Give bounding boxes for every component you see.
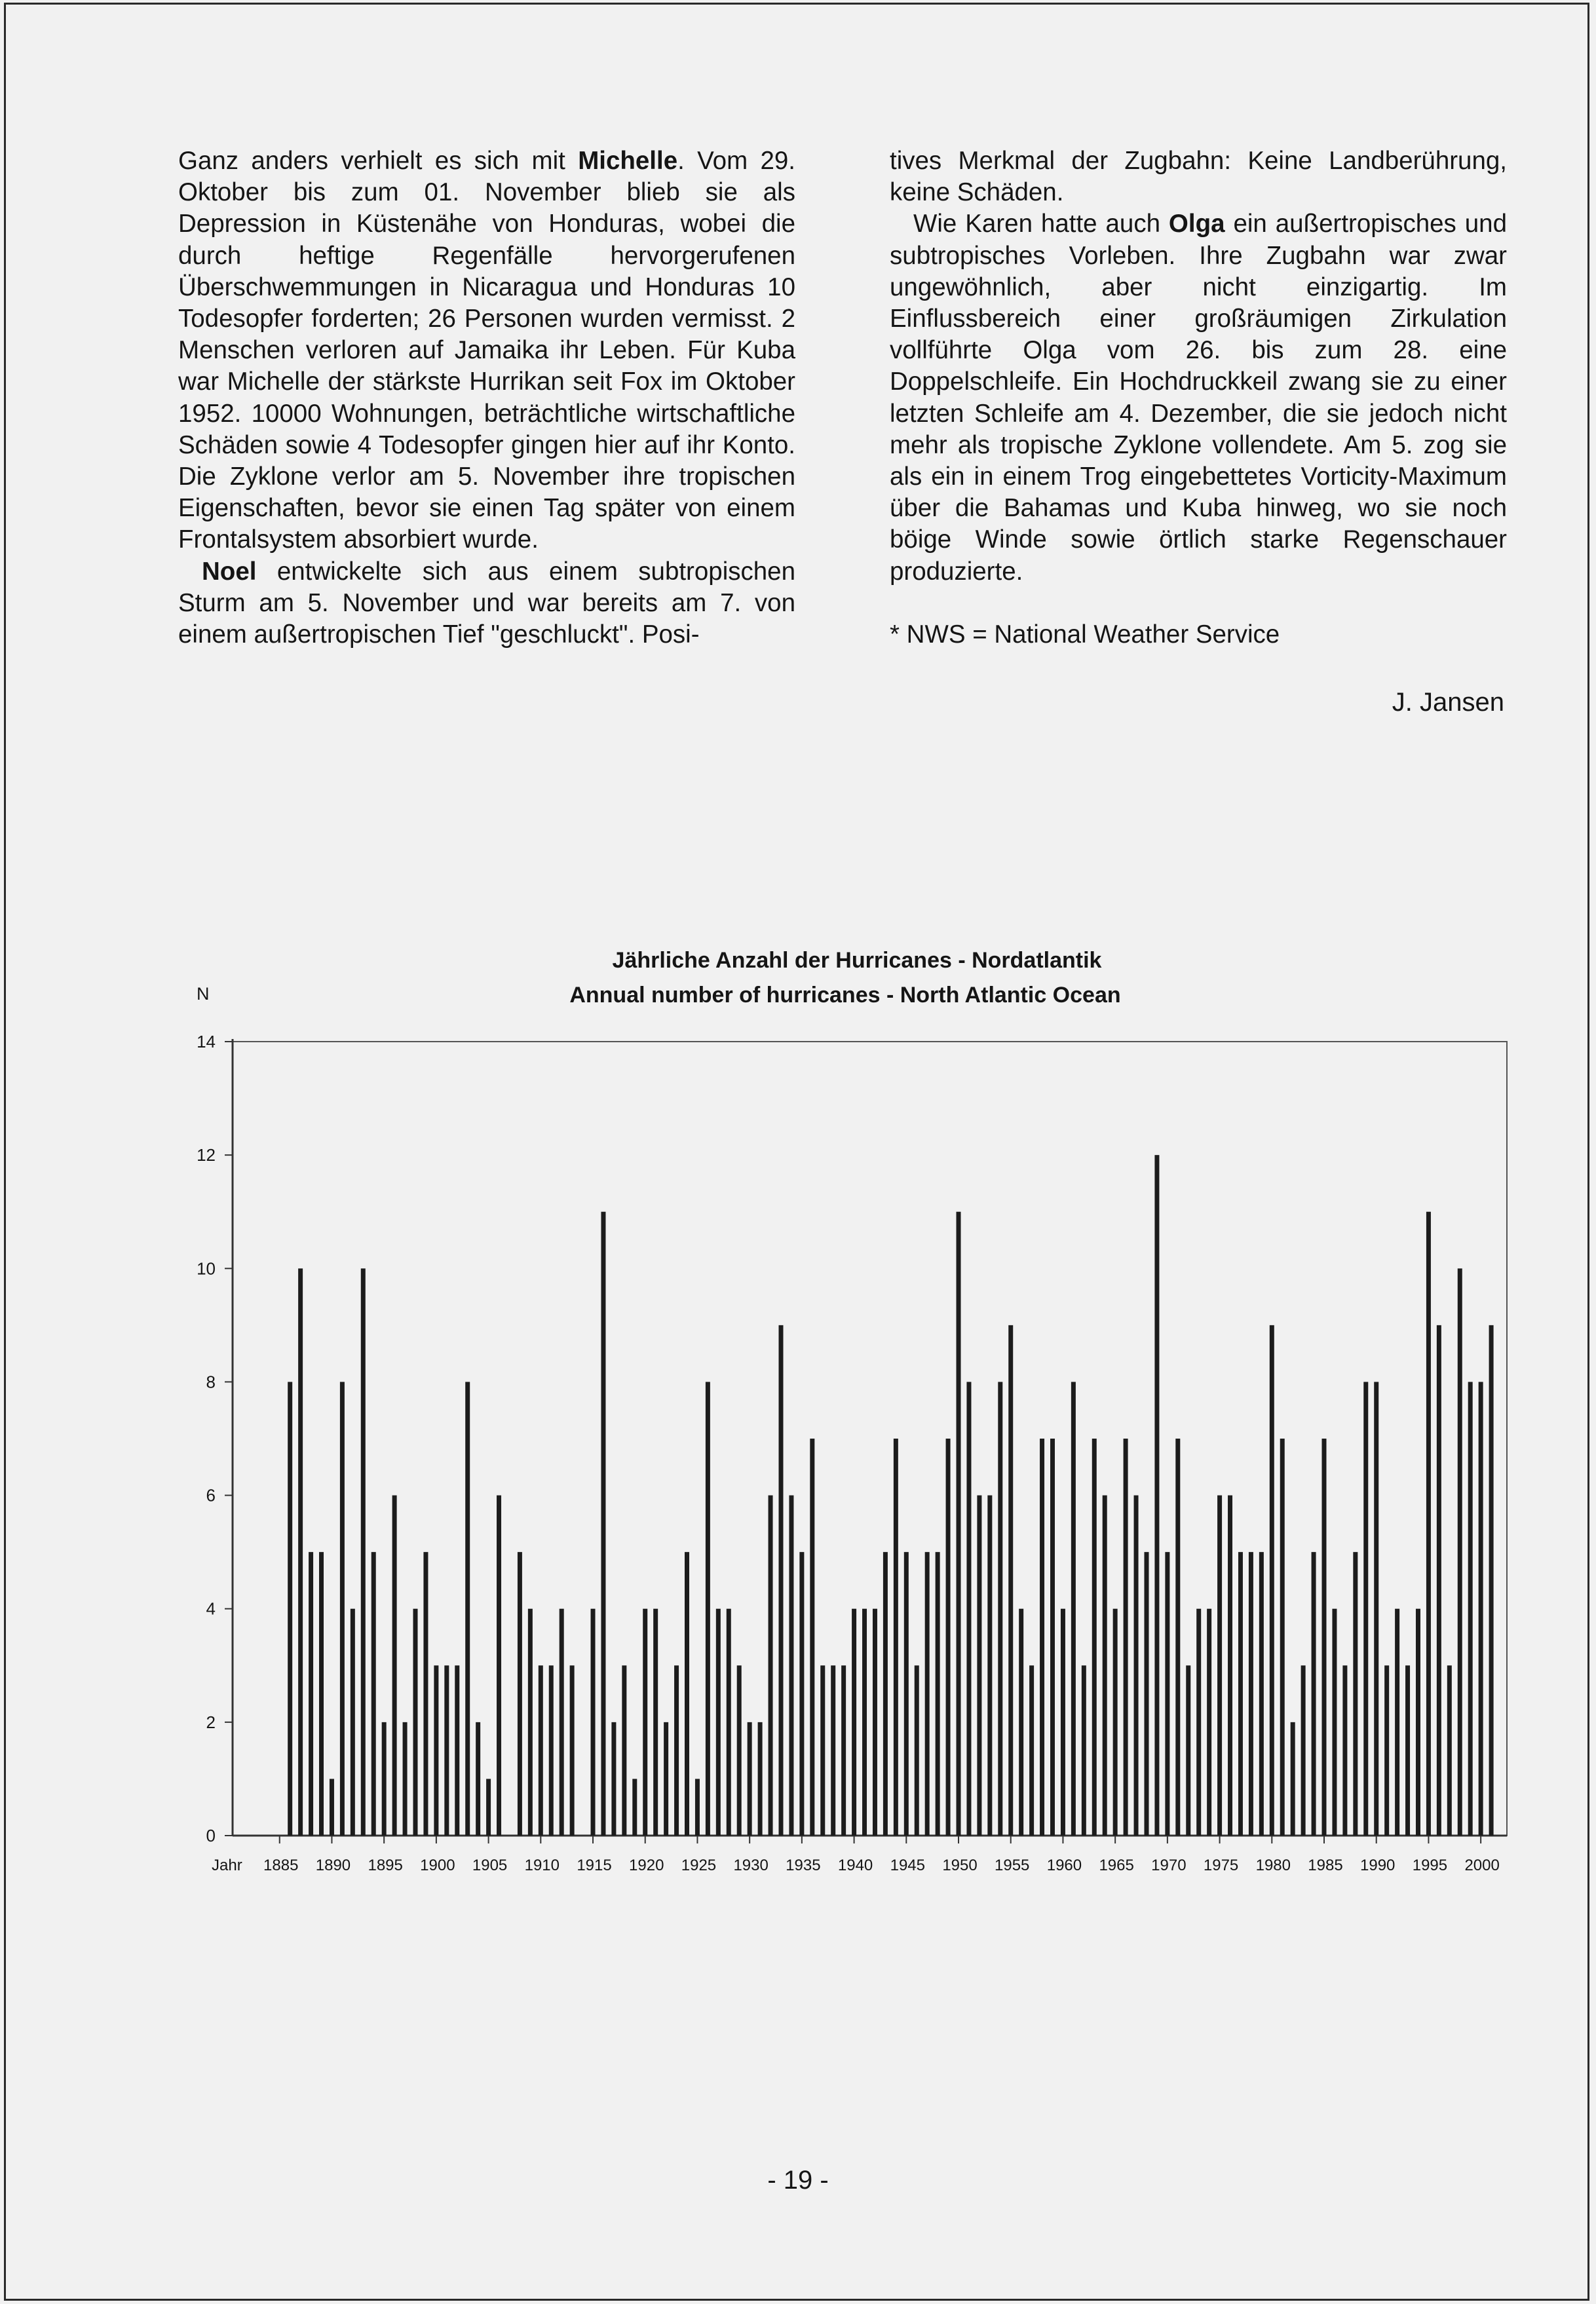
x-tick-label: 1930 xyxy=(733,1857,769,1874)
x-tick-label: 1975 xyxy=(1203,1857,1239,1874)
chart-title: Jährliche Anzahl der Hurricanes - Nordatlantik xyxy=(612,948,1102,973)
author-name: J. Jansen xyxy=(1392,688,1504,717)
x-tick-label: 1900 xyxy=(420,1857,455,1874)
y-axis-label: N xyxy=(197,984,210,1004)
x-tick-label: 1890 xyxy=(315,1857,351,1874)
x-tick-label: 1980 xyxy=(1255,1857,1291,1874)
x-tick-label: 1960 xyxy=(1046,1857,1082,1874)
paragraph-olga: Wie Karen hatte auch Olga ein außertropisches und subtropisches Vorleben. Ihre Zugbahn war zwar ungewöhnlich, aber nicht einzigartig. Im Einflussbereich einer großräumigen Zirkulation vollführte Olga vom 26. bis zum 28. eine Doppelschleife. Ein Hochdruckkeil zwang sie zu einer letzten Schleife am 4. Dezember, die sie jedoch nicht mehr als tropische Zyklone vollendete. Am 5. zog sie als ein in einem Trog eingebettetes Vorticity-Maximum über die Bahamas und Kuba hinweg, wo sie noch böige Winde sowie örtlich starke Regenschauer produzierte. xyxy=(890,210,1507,586)
chart-subtitle: Annual number of hurricanes - North Atlantic Ocean xyxy=(569,983,1121,1008)
x-tick-label: 1940 xyxy=(837,1857,873,1874)
y-tick-label: 8 xyxy=(206,1372,216,1392)
x-tick-label: 1945 xyxy=(890,1857,925,1874)
x-tick-label: 1925 xyxy=(681,1857,717,1874)
x-tick-label: 1970 xyxy=(1151,1857,1187,1874)
y-tick-label: 12 xyxy=(197,1145,216,1165)
paragraph-noel: Noel entwickelte sich aus einem subtropischen Sturm am 5. November und war bereits am 7. von einem außertropischen Tief "geschluckt". Posi- xyxy=(178,557,795,649)
storm-name-michelle: Michelle xyxy=(578,147,678,175)
y-tick-label: 14 xyxy=(197,1032,216,1051)
text-column-left xyxy=(178,145,795,651)
y-tick-label: 2 xyxy=(206,1712,216,1732)
y-tick-label: 10 xyxy=(197,1258,216,1279)
y-tick-label: 4 xyxy=(206,1598,216,1619)
x-tick-label: 1885 xyxy=(263,1857,299,1874)
storm-name-noel: Noel xyxy=(202,557,257,586)
x-tick-label: 1935 xyxy=(786,1857,821,1874)
page-number: - 19 - xyxy=(767,2166,829,2195)
x-tick-label: 1950 xyxy=(942,1857,978,1874)
y-tick-label: 6 xyxy=(206,1485,216,1505)
x-tick-label: 1955 xyxy=(995,1857,1030,1874)
y-tick-label: 0 xyxy=(206,1826,216,1845)
text-column-right xyxy=(890,145,1507,651)
x-tick-label: 1965 xyxy=(1099,1857,1134,1874)
x-tick-label: 1910 xyxy=(524,1857,560,1874)
x-tick-label: 1990 xyxy=(1360,1857,1396,1874)
paragraph-michelle: Ganz anders verhielt es sich mit Michelle. Vom 29. Oktober bis zum 01. November blieb sie als Depression in Küstenähe von Honduras, wobei die durch heftige Regenfälle hervorgerufenen Überschwemmungen in Nicaragua und Honduras 10 Todesopfer forderten; 26 Personen wurden vermisst. 2 Menschen verloren auf Jamaika ihr Leben. Für Kuba war Michelle der stärkste Hurrikan seit Fox im Oktober 1952. 10000 Wohnungen, beträchtliche wirtschaftliche Schäden sowie 4 Todesopfer gingen hier auf ihr Konto. Die Zyklone verlor am 5. November ihre tropischen Eigenschaften, bevor sie einen Tag später von einem Frontalsystem absorbiert wurde. xyxy=(178,147,795,554)
storm-name-olga: Olga xyxy=(1168,210,1225,238)
footnote: * NWS = National Weather Service xyxy=(890,620,1280,649)
paragraph-noel-continued: tives Merkmal der Zugbahn: Keine Landberührung, keine Schäden. xyxy=(890,147,1507,207)
x-tick-label: 1905 xyxy=(472,1857,508,1874)
x-tick-label: 1915 xyxy=(577,1857,612,1874)
x-tick-label: 1920 xyxy=(629,1857,664,1874)
x-tick-label: 2000 xyxy=(1464,1857,1500,1874)
x-tick-label: 1985 xyxy=(1308,1857,1343,1874)
x-tick-label: 1895 xyxy=(368,1857,403,1874)
x-axis-label: Jahr xyxy=(212,1857,242,1874)
x-tick-label: 1995 xyxy=(1412,1857,1448,1874)
